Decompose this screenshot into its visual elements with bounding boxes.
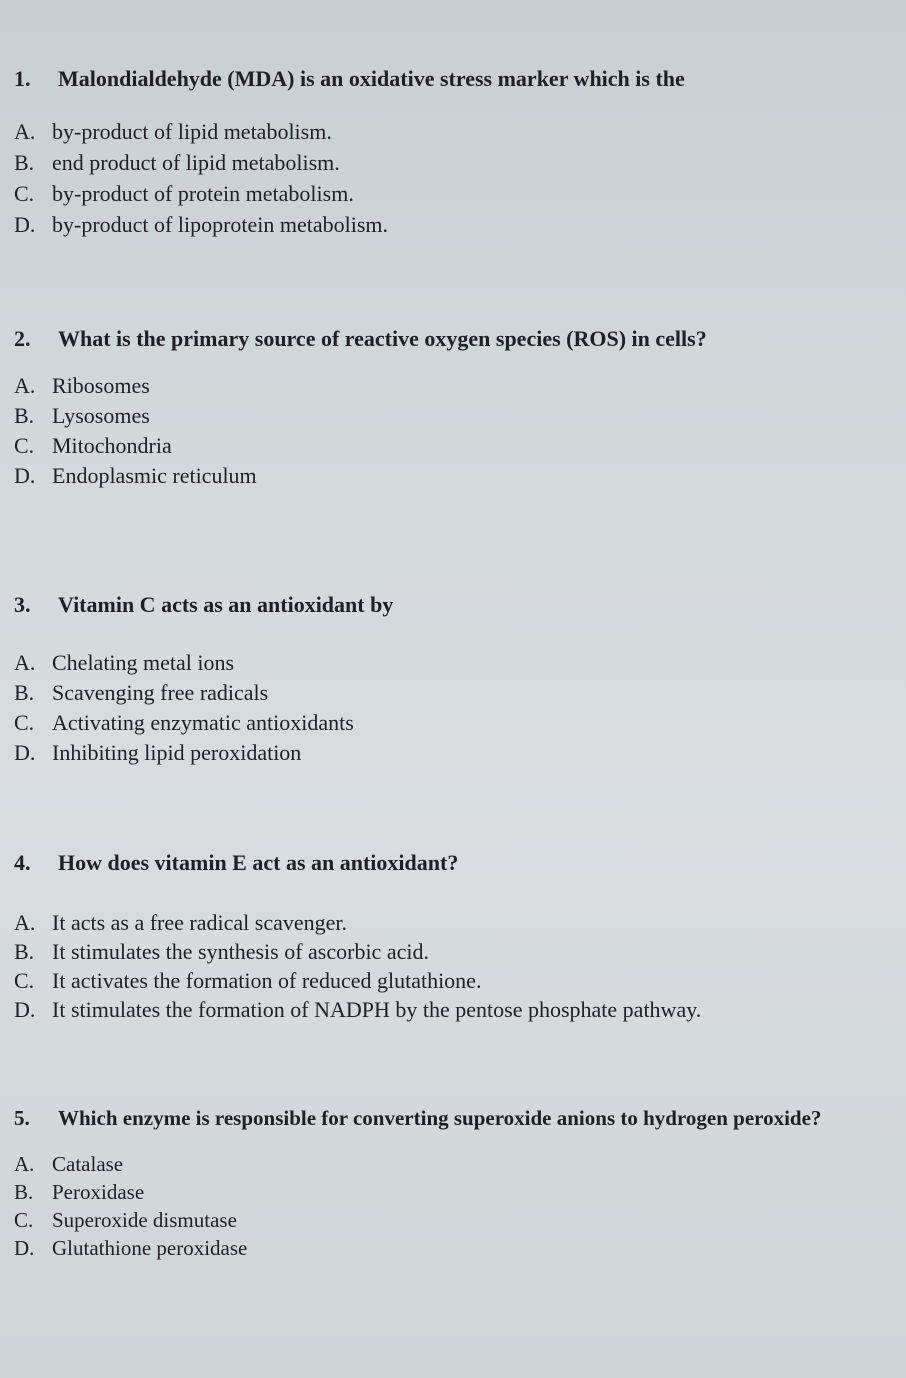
- option-letter: A.: [14, 650, 36, 675]
- question-stem: [0, 64, 900, 94]
- question-number: 1.: [14, 66, 31, 91]
- answer-options: [0, 1150, 900, 1262]
- option-c[interactable]: [0, 1206, 900, 1234]
- option-letter: C.: [14, 710, 35, 735]
- option-text: Catalase: [52, 1152, 124, 1176]
- question-number: 2.: [14, 326, 31, 351]
- question-text: Malondialdehyde (MDA) is an oxidative stress marker which is the: [58, 66, 685, 91]
- option-d[interactable]: [0, 1234, 900, 1262]
- option-d[interactable]: [0, 209, 900, 240]
- option-text: Endoplasmic reticulum: [52, 463, 257, 488]
- option-c[interactable]: [0, 966, 900, 995]
- option-text: Peroxidase: [52, 1180, 145, 1204]
- option-a[interactable]: [0, 908, 900, 937]
- option-letter: B.: [14, 680, 35, 705]
- question-text: Which enzyme is responsible for converting superoxide anions to hydrogen peroxide?: [58, 1106, 822, 1130]
- question-text: Vitamin C acts as an antioxidant by: [58, 592, 394, 617]
- option-letter: D.: [14, 1236, 35, 1260]
- option-b[interactable]: [0, 401, 900, 431]
- question-3: [0, 590, 900, 768]
- option-b[interactable]: [0, 937, 900, 966]
- option-text: Chelating metal ions: [52, 650, 235, 675]
- question-stem: [0, 1104, 900, 1132]
- option-text: by-product of protein metabolism.: [52, 181, 354, 206]
- option-text: It stimulates the formation of NADPH by the pentose phosphate pathway.: [52, 997, 702, 1022]
- option-letter: A.: [14, 1152, 35, 1176]
- option-a[interactable]: [0, 648, 900, 678]
- option-c[interactable]: [0, 178, 900, 209]
- option-text: by-product of lipid metabolism.: [52, 119, 332, 144]
- option-text: end product of lipid metabolism.: [52, 150, 340, 175]
- option-letter: D.: [14, 997, 36, 1022]
- question-number: 3.: [14, 592, 31, 617]
- answer-options: [0, 648, 900, 768]
- option-b[interactable]: [0, 1178, 900, 1206]
- option-letter: D.: [14, 740, 36, 765]
- option-letter: B.: [14, 939, 35, 964]
- option-text: Inhibiting lipid peroxidation: [52, 740, 302, 765]
- question-text: What is the primary source of reactive oxygen species (ROS) in cells?: [58, 326, 707, 351]
- option-letter: D.: [14, 212, 36, 237]
- option-text: Activating enzymatic antioxidants: [52, 710, 354, 735]
- question-text: How does vitamin E act as an antioxidant?: [58, 850, 459, 875]
- option-letter: A.: [14, 119, 36, 144]
- option-letter: A.: [14, 910, 36, 935]
- option-b[interactable]: [0, 147, 900, 178]
- answer-options: [0, 371, 900, 491]
- option-a[interactable]: [0, 371, 900, 401]
- question-4: [0, 848, 900, 1024]
- option-text: Superoxide dismutase: [52, 1208, 237, 1232]
- question-5: [0, 1104, 900, 1262]
- option-letter: C.: [14, 1208, 34, 1232]
- option-c[interactable]: [0, 708, 900, 738]
- option-letter: B.: [14, 150, 35, 175]
- question-number: 4.: [14, 850, 31, 875]
- question-1: [0, 64, 900, 240]
- option-text: It stimulates the synthesis of ascorbic acid.: [52, 939, 429, 964]
- question-number: 5.: [14, 1106, 30, 1130]
- option-letter: C.: [14, 968, 35, 993]
- option-text: Mitochondria: [52, 433, 172, 458]
- option-letter: B.: [14, 403, 35, 428]
- option-text: It activates the formation of reduced glutathione.: [52, 968, 482, 993]
- option-c[interactable]: [0, 431, 900, 461]
- option-d[interactable]: [0, 461, 900, 491]
- question-stem: [0, 848, 900, 878]
- option-a[interactable]: [0, 116, 900, 147]
- option-text: by-product of lipoprotein metabolism.: [52, 212, 389, 237]
- question-stem: [0, 590, 900, 620]
- option-letter: D.: [14, 463, 36, 488]
- option-text: Lysosomes: [52, 403, 150, 428]
- option-text: Ribosomes: [52, 373, 150, 398]
- option-letter: B.: [14, 1180, 34, 1204]
- option-letter: C.: [14, 181, 35, 206]
- option-letter: A.: [14, 373, 36, 398]
- option-text: It acts as a free radical scavenger.: [52, 910, 347, 935]
- answer-options: [0, 116, 900, 240]
- option-text: Scavenging free radicals: [52, 680, 269, 705]
- option-b[interactable]: [0, 678, 900, 708]
- question-2: [0, 324, 900, 491]
- option-letter: C.: [14, 433, 35, 458]
- option-d[interactable]: [0, 995, 900, 1024]
- question-stem: [0, 324, 900, 354]
- option-text: Glutathione peroxidase: [52, 1236, 248, 1260]
- option-d[interactable]: [0, 738, 900, 768]
- answer-options: [0, 908, 900, 1024]
- option-a[interactable]: [0, 1150, 900, 1178]
